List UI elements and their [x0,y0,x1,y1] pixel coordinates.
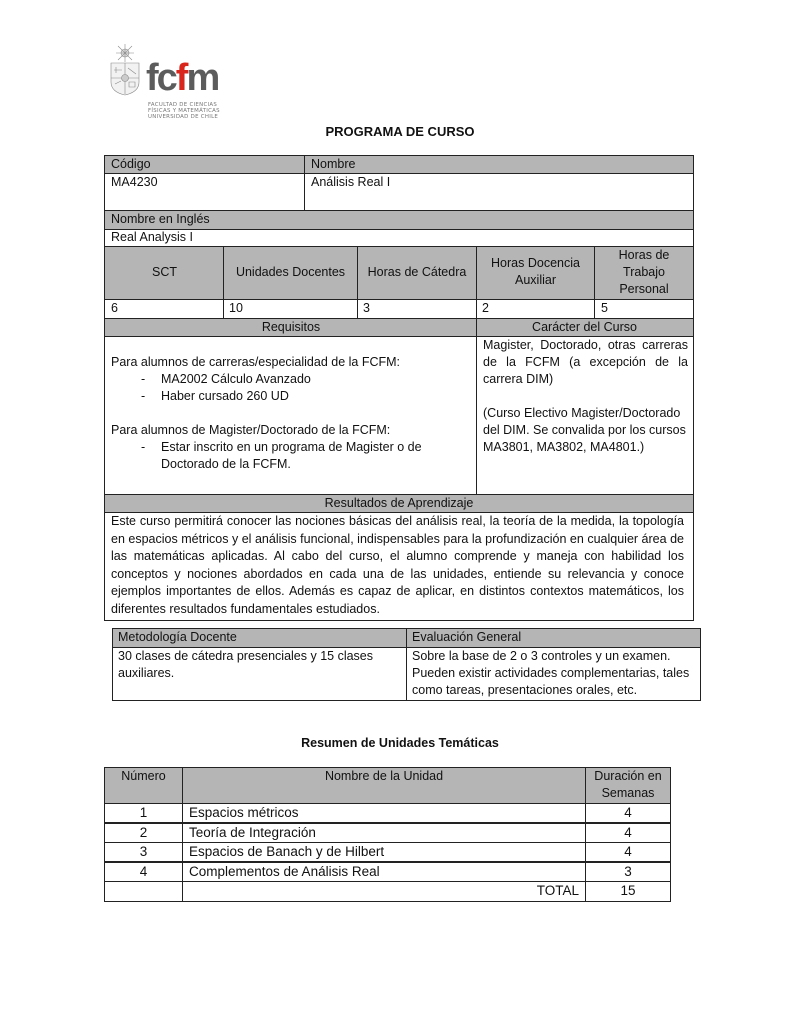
unit-row-1-num: 1 [139,805,148,820]
fcfm-logo [108,44,233,122]
req-item: - Haber cursado 260 UD [111,388,471,405]
unit-row-3-num: 3 [139,844,148,859]
unit-row-1-weeks: 4 [624,805,632,820]
req-group2-title: Para alumnos de Magister/Doctorado de la FCFM: [111,423,391,437]
resultados-label: Resultados de Aprendizaje [324,496,474,510]
english-name: Real Analysis I [111,230,193,244]
faculty-name: FACULTAD DE CIENCIAS FÍSICAS Y MATEMÁTICAS UNIVERSIDAD DE CHILE [148,102,220,120]
university-crest-icon [108,44,142,96]
req-group1-title: Para alumnos de carreras/especialidad de la FCFM: [111,355,401,369]
page-title: PROGRAMA DE CURSO [325,124,475,139]
name-label: Nombre [311,157,356,171]
resultados-text: Este curso permitirá conocer las nociones básicas del análisis real, la teoría de la medida, la topología en espacios métricos y el análisis funcional, indispensables para la profundización en cualquier área de las matemáticas aplicadas. Al cabo del curso, el alumno comprende y maneja con habilidad los conceptos y nociones abordados en cada una de las unidades, entiende su relevancia y conoce ejemplos importantes de ellos. Además es capaz de aplicar, en distintos contextos matemáticos, los diferentes resultados fundamentales estudiados. [111,514,684,616]
units-header-name: Nombre de la Unidad [324,769,444,783]
unit-row-1-name: Espacios métricos [189,805,299,820]
units-total-label: TOTAL [536,883,579,898]
metodologia-label: Metodología Docente [118,630,237,644]
caracter-text-1: Magister, Doctorado, otras carreras de la FCFM (a excepción de la carrera DIM) [483,338,688,386]
credits-header-catedra: Horas de Cátedra [367,265,467,279]
credits-header-sct: SCT [152,265,177,279]
table-border [104,155,694,621]
course-code: MA4230 [111,175,158,189]
english-name-label: Nombre en Inglés [111,212,210,226]
unit-row-3-name: Espacios de Banach y de Hilbert [189,844,385,859]
units-total-value: 15 [620,883,636,898]
evaluacion-text: Sobre la base de 2 o 3 controles y un examen. Pueden existir actividades complementarias, tales como tareas, presentaciones orales, etc. [412,649,690,697]
req-item: - Estar inscrito en un programa de Magister o de Doctorado de la FCFM. [111,439,471,473]
units-header-number: Número [121,769,166,783]
caracter-text-2: (Curso Electivo Magister/Doctorado del DIM. Se convalida por los cursos MA3801, MA3802, MA4801.) [483,406,686,454]
unit-row-2-weeks: 4 [624,824,632,840]
credits-header-personal: Horas de Trabajo Personal [618,248,670,296]
unit-row-3-weeks: 4 [624,844,632,859]
code-label: Código [111,157,151,171]
units-header-weeks: Duración en Semanas [594,769,662,800]
unit-row-4-weeks: 3 [624,863,632,879]
requisitos-label: Requisitos [261,320,321,334]
course-name: Análisis Real I [311,175,391,189]
fcfm-wordmark: fcfm [146,57,219,99]
units-title: Resumen de Unidades Temáticas [301,736,499,750]
caracter-label: Carácter del Curso [532,320,637,334]
unit-row-4-num: 4 [139,863,148,879]
credits-value-catedra: 3 [363,301,370,315]
metodologia-text: 30 clases de cátedra presenciales y 15 clases auxiliares. [118,649,374,680]
credits-value-personal: 5 [601,301,608,315]
credits-value-ud: 10 [229,301,243,315]
credits-value-auxiliar: 2 [482,301,489,315]
credits-value-sct: 6 [111,301,118,315]
req-item: - MA2002 Cálculo Avanzado [111,371,471,388]
unit-row-2-num: 2 [139,824,148,840]
credits-header-auxiliar: Horas Docencia Auxiliar [491,256,580,287]
evaluacion-label: Evaluación General [412,630,522,644]
unit-row-4-name: Complementos de Análisis Real [189,863,380,879]
credits-header-ud: Unidades Docentes [235,265,346,279]
unit-row-2-name: Teoría de Integración [189,824,316,840]
